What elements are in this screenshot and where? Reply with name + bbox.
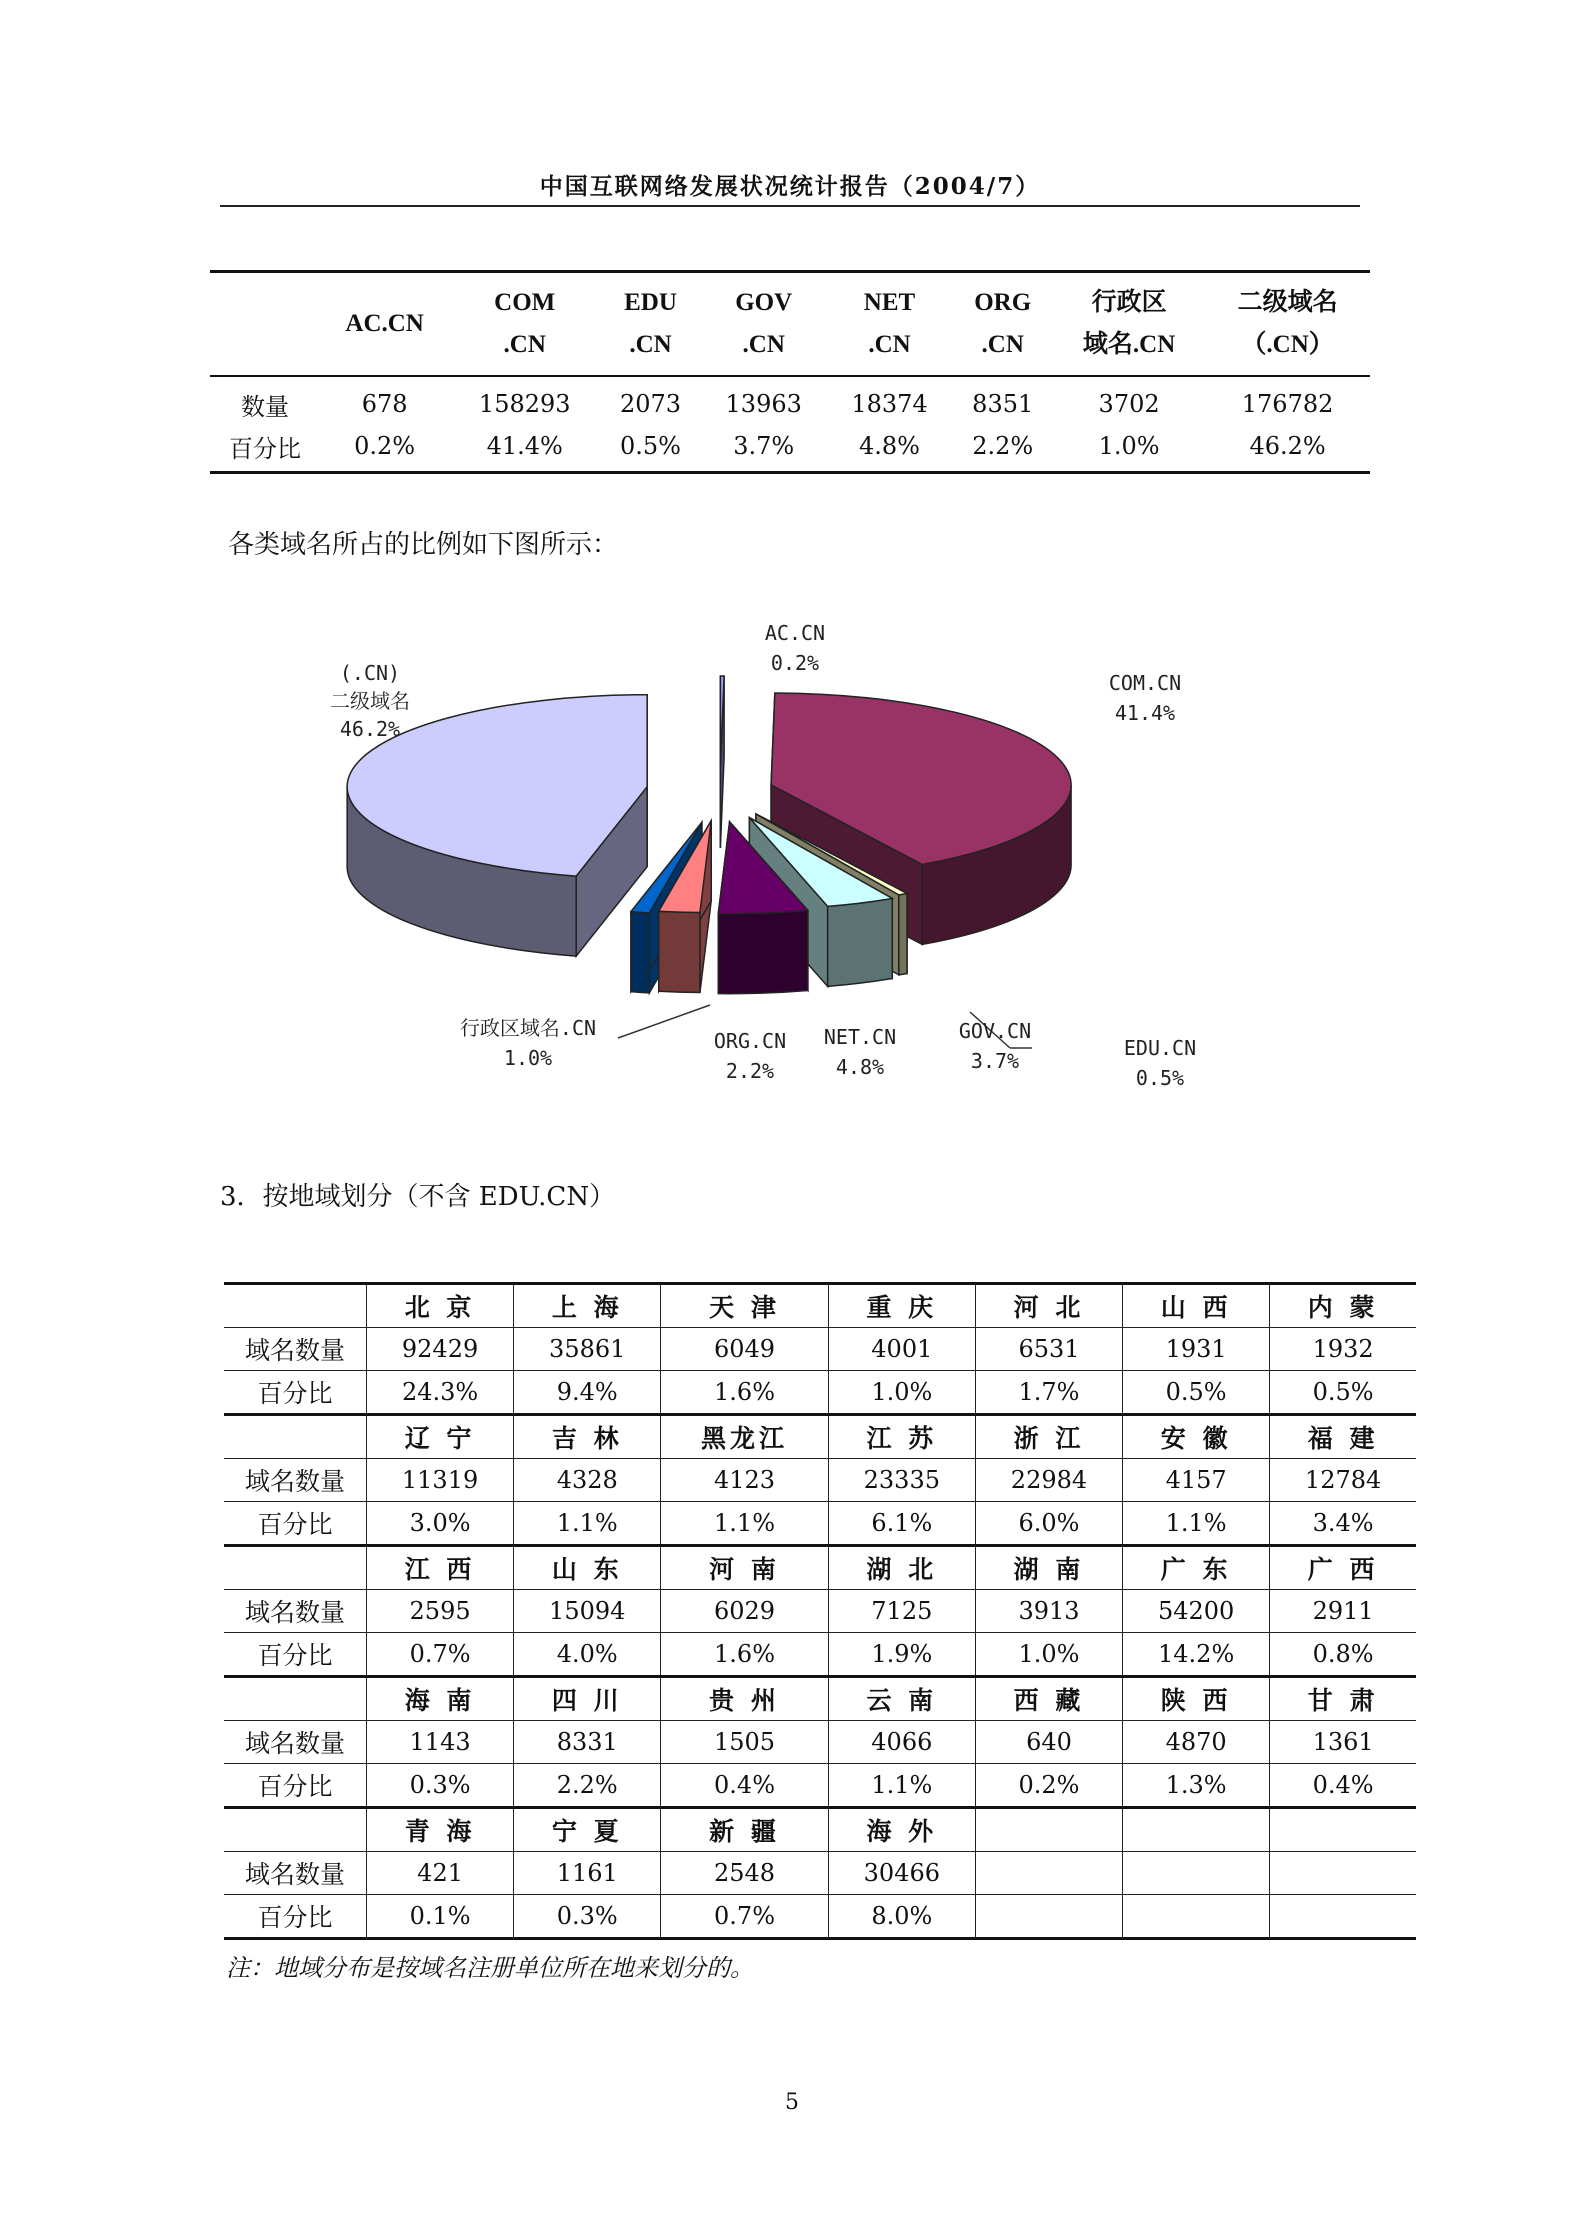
region-percent: 0.1% <box>367 1895 514 1939</box>
region-name: 西 藏 <box>975 1677 1122 1721</box>
cell: 13963 <box>725 390 802 418</box>
region-name: 内 蒙 <box>1270 1284 1416 1328</box>
pie-slice-side <box>631 912 649 993</box>
region-percent: 9.4% <box>514 1371 661 1415</box>
pie-label-net: NET.CN <box>823 1025 897 1049</box>
region-percent: 0.4% <box>661 1764 828 1808</box>
pie-label-ej-1: (.CN) <box>339 661 401 685</box>
row-label: 百分比 <box>224 1633 367 1677</box>
region-name: 浙 江 <box>975 1415 1122 1459</box>
row-label: 数量 <box>241 392 289 421</box>
region-counts-row <box>224 1328 1416 1371</box>
row-label <box>224 1546 367 1590</box>
region-percent: 2.2% <box>514 1764 661 1808</box>
pie-value-gov: 3.7% <box>970 1049 1020 1073</box>
cell: 2073 <box>619 390 682 418</box>
pie-label-org: ORG.CN <box>713 1029 787 1053</box>
col-header: NET .CN <box>827 272 953 377</box>
region-count: 1361 <box>1270 1721 1416 1764</box>
cell: 46.2% <box>1249 432 1326 460</box>
region-name: 北 京 <box>367 1284 514 1328</box>
region-name: 重 庆 <box>828 1284 975 1328</box>
pie-slice-side <box>718 911 808 994</box>
region-name: 青 海 <box>367 1808 514 1852</box>
pie-label-xzq: 行政区域名.CN <box>459 1016 597 1040</box>
leader-line-xzq <box>618 1005 710 1038</box>
region-count: 2548 <box>661 1852 828 1895</box>
row-label: 域名数量 <box>224 1590 367 1633</box>
pie-value-ac: 0.2% <box>770 651 820 675</box>
region-regions-row <box>224 1808 1416 1852</box>
region-percent <box>1123 1895 1270 1939</box>
page-header-title: 中国互联网络发展状况统计报告（2004/7） <box>539 173 1041 200</box>
region-percent: 3.0% <box>367 1502 514 1546</box>
region-count: 2595 <box>367 1590 514 1633</box>
footnote: 注：地域分布是按域名注册单位所在地来划分的。 <box>226 1954 754 1982</box>
region-count: 35861 <box>514 1328 661 1371</box>
region-name: 河 南 <box>661 1546 828 1590</box>
region-name: 安 徽 <box>1123 1415 1270 1459</box>
row-label <box>224 1808 367 1852</box>
region-percent: 1.1% <box>1123 1502 1270 1546</box>
region-percent: 0.5% <box>1270 1371 1416 1415</box>
row-label: 百分比 <box>229 434 301 463</box>
region-percents-row <box>224 1895 1416 1939</box>
region-percents-row <box>224 1502 1416 1546</box>
region-percent: 1.1% <box>514 1502 661 1546</box>
region-percent: 0.7% <box>661 1895 828 1939</box>
region-percent: 1.6% <box>661 1371 828 1415</box>
region-name: 吉 林 <box>514 1415 661 1459</box>
region-count: 6049 <box>661 1328 828 1371</box>
region-name: 陕 西 <box>1123 1677 1270 1721</box>
region-name: 海 南 <box>367 1677 514 1721</box>
region-count: 30466 <box>828 1852 975 1895</box>
row-label: 百分比 <box>224 1764 367 1808</box>
region-percent: 1.3% <box>1123 1764 1270 1808</box>
region-distribution-table <box>224 1282 1416 1940</box>
region-count: 23335 <box>828 1459 975 1502</box>
region-percent: 1.6% <box>661 1633 828 1677</box>
cell: 0.5% <box>620 432 681 460</box>
region-name: 河 北 <box>975 1284 1122 1328</box>
pie-slice-side <box>659 911 700 992</box>
cell: 4.8% <box>859 432 920 460</box>
region-percents-row <box>224 1371 1416 1415</box>
pie-value-com: 41.4% <box>1114 701 1176 725</box>
region-count: 15094 <box>514 1590 661 1633</box>
pie-value-xzq: 1.0% <box>503 1046 553 1070</box>
region-name: 云 南 <box>828 1677 975 1721</box>
region-name <box>975 1808 1122 1852</box>
region-counts-row <box>224 1852 1416 1895</box>
region-name: 辽 宁 <box>367 1415 514 1459</box>
region-percent: 0.7% <box>367 1633 514 1677</box>
cell: 18374 <box>851 390 928 418</box>
region-count: 7125 <box>828 1590 975 1633</box>
region-name: 湖 南 <box>975 1546 1122 1590</box>
row-label: 域名数量 <box>224 1852 367 1895</box>
region-count: 1161 <box>514 1852 661 1895</box>
region-counts-row <box>224 1459 1416 1502</box>
domain-table-header-row <box>210 272 1370 377</box>
region-name: 海 外 <box>828 1808 975 1852</box>
region-percent <box>975 1895 1122 1939</box>
pie-value-edu: 0.5% <box>1135 1066 1185 1090</box>
row-label: 百分比 <box>224 1371 367 1415</box>
region-count: 4870 <box>1123 1721 1270 1764</box>
row-label: 百分比 <box>224 1502 367 1546</box>
region-count: 3913 <box>975 1590 1122 1633</box>
region-name: 四 川 <box>514 1677 661 1721</box>
cell: 678 <box>361 390 408 418</box>
region-percent: 0.8% <box>1270 1633 1416 1677</box>
pie-label-edu: EDU.CN <box>1123 1036 1197 1060</box>
region-counts-row <box>224 1590 1416 1633</box>
cell: 176782 <box>1241 390 1334 418</box>
pie-slices <box>347 676 1071 994</box>
region-percent: 0.4% <box>1270 1764 1416 1808</box>
region-percent: 1.0% <box>828 1371 975 1415</box>
region-count: 54200 <box>1123 1590 1270 1633</box>
row-label <box>224 1415 367 1459</box>
row-label: 域名数量 <box>224 1721 367 1764</box>
region-count: 11319 <box>367 1459 514 1502</box>
cell: 8351 <box>972 390 1034 418</box>
region-percent: 0.3% <box>367 1764 514 1808</box>
region-percent: 1.9% <box>828 1633 975 1677</box>
section-title: 3．按地域划分（不含 EDU.CN） <box>220 1182 616 1212</box>
pie-slice-side <box>828 898 893 986</box>
region-percent: 0.3% <box>514 1895 661 1939</box>
row-label: 百分比 <box>224 1895 367 1939</box>
region-name: 甘 肃 <box>1270 1677 1416 1721</box>
region-name: 广 东 <box>1123 1546 1270 1590</box>
pie-value-net: 4.8% <box>835 1055 885 1079</box>
region-count: 4123 <box>661 1459 828 1502</box>
cell: 3.7% <box>733 432 795 460</box>
pie-label-ej-2: 二级域名 <box>330 689 410 713</box>
region-count <box>1270 1852 1416 1895</box>
col-header: 行政区 域名.CN <box>1053 272 1205 377</box>
row-label <box>224 1677 367 1721</box>
region-name: 宁 夏 <box>514 1808 661 1852</box>
region-regions-row <box>224 1415 1416 1459</box>
table-row <box>210 376 1370 425</box>
row-label <box>224 1284 367 1328</box>
pie-slice-ac <box>720 676 724 848</box>
region-counts-row <box>224 1721 1416 1764</box>
region-name: 山 东 <box>514 1546 661 1590</box>
region-count: 4066 <box>828 1721 975 1764</box>
region-percent: 24.3% <box>367 1371 514 1415</box>
region-count: 421 <box>367 1852 514 1895</box>
page-number: 5 <box>785 2090 799 2115</box>
region-name: 黑龙江 <box>661 1415 828 1459</box>
region-percent: 6.1% <box>828 1502 975 1546</box>
region-name: 新 疆 <box>661 1808 828 1852</box>
col-header: AC.CN <box>320 272 449 377</box>
col-header: COM .CN <box>449 272 600 377</box>
pie-label-com: COM.CN <box>1108 671 1182 695</box>
region-name <box>1270 1808 1416 1852</box>
pie-slice-side <box>899 893 907 974</box>
col-header: 二级域名 （.CN） <box>1205 272 1370 377</box>
region-percents-row <box>224 1764 1416 1808</box>
region-percent: 1.0% <box>975 1633 1122 1677</box>
region-percent: 8.0% <box>828 1895 975 1939</box>
header-rule <box>220 205 1360 207</box>
region-count: 1931 <box>1123 1328 1270 1371</box>
region-name <box>1123 1808 1270 1852</box>
table-row <box>210 425 1370 473</box>
cell: 3702 <box>1098 390 1160 418</box>
pie-label-gov: GOV.CN <box>958 1019 1032 1043</box>
domain-share-pie-chart <box>280 620 1280 1120</box>
col-header: ORG .CN <box>952 272 1053 377</box>
chart-intro-text: 各类域名所占的比例如下图所示： <box>228 530 619 560</box>
region-count: 4157 <box>1123 1459 1270 1502</box>
region-count: 4328 <box>514 1459 661 1502</box>
region-count: 1932 <box>1270 1328 1416 1371</box>
row-label: 域名数量 <box>224 1459 367 1502</box>
region-regions-row <box>224 1677 1416 1721</box>
region-percent: 1.7% <box>975 1371 1122 1415</box>
region-name: 湖 北 <box>828 1546 975 1590</box>
region-count: 2911 <box>1270 1590 1416 1633</box>
region-name: 广 西 <box>1270 1546 1416 1590</box>
pie-label-ac: AC.CN <box>764 621 826 645</box>
region-count: 1143 <box>367 1721 514 1764</box>
region-regions-row <box>224 1284 1416 1328</box>
region-percent: 6.0% <box>975 1502 1122 1546</box>
pie-value-ej: 46.2% <box>339 717 401 741</box>
region-count: 8331 <box>514 1721 661 1764</box>
region-regions-row <box>224 1546 1416 1590</box>
region-percent: 3.4% <box>1270 1502 1416 1546</box>
region-count: 12784 <box>1270 1459 1416 1502</box>
region-count: 1505 <box>661 1721 828 1764</box>
region-percent: 1.1% <box>661 1502 828 1546</box>
region-percent <box>1270 1895 1416 1939</box>
col-header: EDU .CN <box>600 272 701 377</box>
region-count: 92429 <box>367 1328 514 1371</box>
region-count: 22984 <box>975 1459 1122 1502</box>
region-count: 640 <box>975 1721 1122 1764</box>
cell: 0.2% <box>354 432 416 460</box>
region-name: 江 西 <box>367 1546 514 1590</box>
region-name: 福 建 <box>1270 1415 1416 1459</box>
pie-value-org: 2.2% <box>725 1059 775 1083</box>
region-percent: 4.0% <box>514 1633 661 1677</box>
region-percent: 1.1% <box>828 1764 975 1808</box>
col-header: GOV .CN <box>701 272 827 377</box>
row-label: 域名数量 <box>224 1328 367 1371</box>
region-name: 贵 州 <box>661 1677 828 1721</box>
region-name: 山 西 <box>1123 1284 1270 1328</box>
region-count: 6531 <box>975 1328 1122 1371</box>
region-count: 4001 <box>828 1328 975 1371</box>
cell: 1.0% <box>1098 432 1160 460</box>
region-count <box>975 1852 1122 1895</box>
region-name: 江 苏 <box>828 1415 975 1459</box>
region-count <box>1123 1852 1270 1895</box>
domain-type-table <box>210 270 1370 474</box>
region-percent: 14.2% <box>1123 1633 1270 1677</box>
cell: 158293 <box>478 390 571 418</box>
region-percent: 0.2% <box>975 1764 1122 1808</box>
cell: 2.2% <box>972 432 1034 460</box>
region-count: 6029 <box>661 1590 828 1633</box>
region-name: 天 津 <box>661 1284 828 1328</box>
cell: 41.4% <box>486 432 563 460</box>
region-percents-row <box>224 1633 1416 1677</box>
corner-cell <box>210 272 320 377</box>
region-name: 上 海 <box>514 1284 661 1328</box>
region-percent: 0.5% <box>1123 1371 1270 1415</box>
